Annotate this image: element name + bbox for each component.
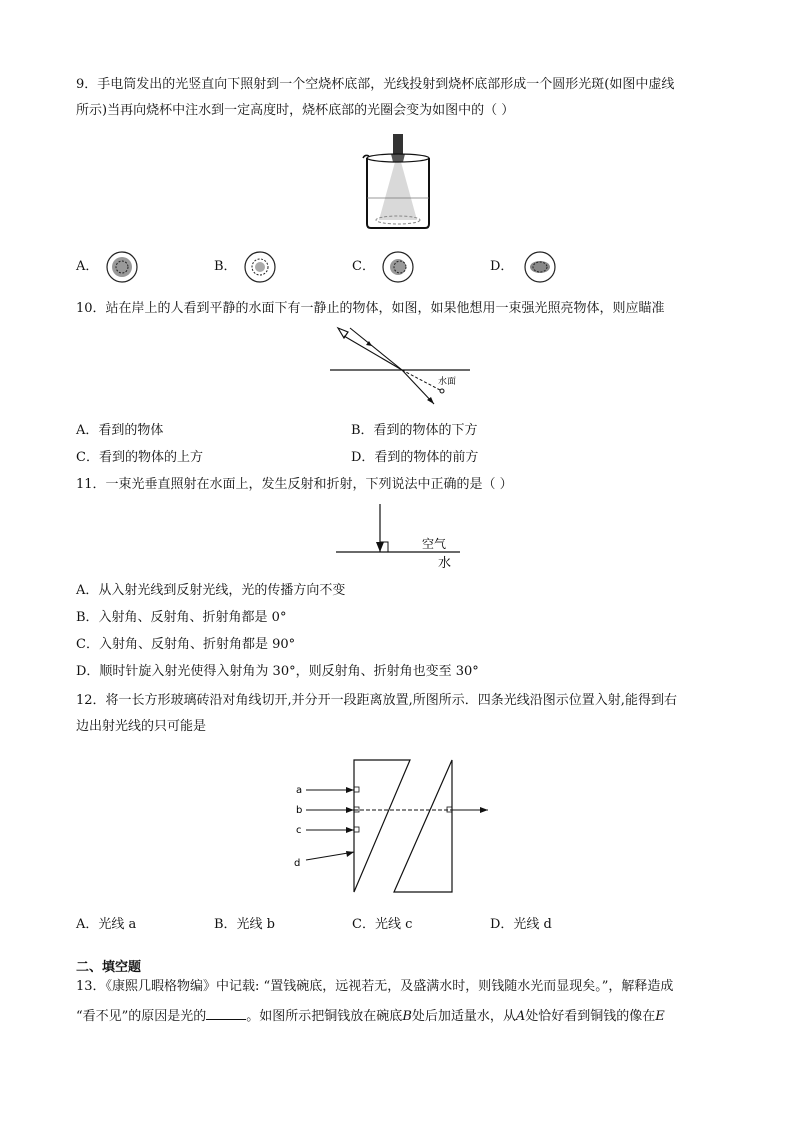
ray-label-a: a: [296, 785, 303, 796]
q11-option-c: C．入射角、反射角、折射角都是 90°: [76, 637, 296, 652]
water-surface-label: 水面: [438, 377, 457, 387]
beaker-flashlight-figure: [355, 128, 445, 232]
left-glass-prism: [354, 760, 410, 892]
q10-option-b: B．看到的物体的下方: [351, 423, 478, 438]
eye-icon: [338, 328, 348, 338]
light-cone: [379, 162, 417, 220]
q9-option-a-figure: [105, 250, 139, 284]
q9-option-a: A．: [76, 259, 99, 274]
q9-option-b: B．: [214, 259, 237, 274]
q13-text-d: 处恰好看到铜钱的像在: [525, 1009, 656, 1024]
q13-answer-blank[interactable]: [206, 1006, 246, 1020]
q9-option-b-figure: [243, 250, 277, 284]
q13-line1: 13．《康熙几暇格物编》中记载: “置钱碗底，远视若无，及盛满水时，则钱随水光而显现矣。”，解释造成: [76, 979, 674, 994]
q13-text-c: 处后加适量水，从: [411, 1009, 516, 1024]
section-title-fill-blank: 二、填空题: [76, 960, 142, 975]
q12-glass-brick-figure: [290, 758, 490, 898]
q11-option-b: B．入射角、反射角、折射角都是 0°: [76, 610, 287, 625]
water-label: 水: [438, 556, 452, 571]
q12-option-b: B．光线 b: [214, 917, 276, 932]
q9-option-d: D．: [490, 259, 514, 274]
right-glass-prism: [394, 760, 452, 892]
q9-option-c-figure: [381, 250, 415, 284]
q11-option-a: A．从入射光线到反射光线，光的传播方向不变: [76, 583, 346, 598]
point-e-label: E: [655, 1009, 665, 1024]
q10-option-d: D．看到的物体的前方: [351, 450, 479, 465]
q9-line2: 所示)当再向烧杯中注水到一定高度时，烧杯底部的光圈会变为如图中的（ ）: [76, 103, 515, 118]
q12-option-a: A．光线 a: [76, 917, 137, 932]
q12-option-d: D．光线 d: [490, 917, 552, 932]
point-b-label: B: [402, 1009, 412, 1024]
air-label: 空气: [422, 537, 447, 551]
q9-option-d-figure: [521, 250, 559, 284]
q11-line1: 11．一束光垂直照射在水面上，发生反射和折射，下列说法中正确的是（ ）: [76, 477, 513, 492]
ray-label-c: c: [296, 825, 302, 836]
q9-option-c: C．: [352, 259, 375, 274]
q11-perpendicular-figure: [336, 502, 460, 572]
q12-line1: 12．将一长方形玻璃砖沿对角线切开,并分开一段距离放置,所图所示．四条光线沿图示位置入射,能得到右: [76, 693, 677, 708]
q11-option-d: D．顺时针旋入射光使得入射角为 30°，则反射角、折射角也变至 30°: [76, 664, 479, 679]
ray-label-d: d: [294, 858, 301, 869]
q10-line1: 10．站在岸上的人看到平静的水面下有一静止的物体，如图，如果他想用一束强光照亮物体，则应瞄准: [76, 301, 665, 316]
q12-line2: 边出射光线的只可能是: [76, 719, 207, 734]
q10-refraction-figure: [330, 324, 470, 414]
q9-line1: 9．手电筒发出的光竖直向下照射到一个空烧杯底部，光线投射到烧杯底部形成一个圆形光斑(如图中虚线: [76, 77, 675, 92]
q10-option-c: C．看到的物体的上方: [76, 450, 203, 465]
q13-line2: [76, 1006, 665, 1026]
q10-option-a: A．看到的物体: [76, 423, 164, 438]
q13-text-a: “看不见”的原因是光的: [76, 1009, 207, 1024]
ray-label-b: b: [296, 805, 303, 816]
flashlight-icon: [393, 134, 403, 154]
point-a-label: A: [515, 1009, 526, 1024]
q13-text-b: 。如图所示把铜钱放在碗底: [246, 1009, 403, 1024]
q12-option-c: C．光线 c: [352, 917, 413, 932]
